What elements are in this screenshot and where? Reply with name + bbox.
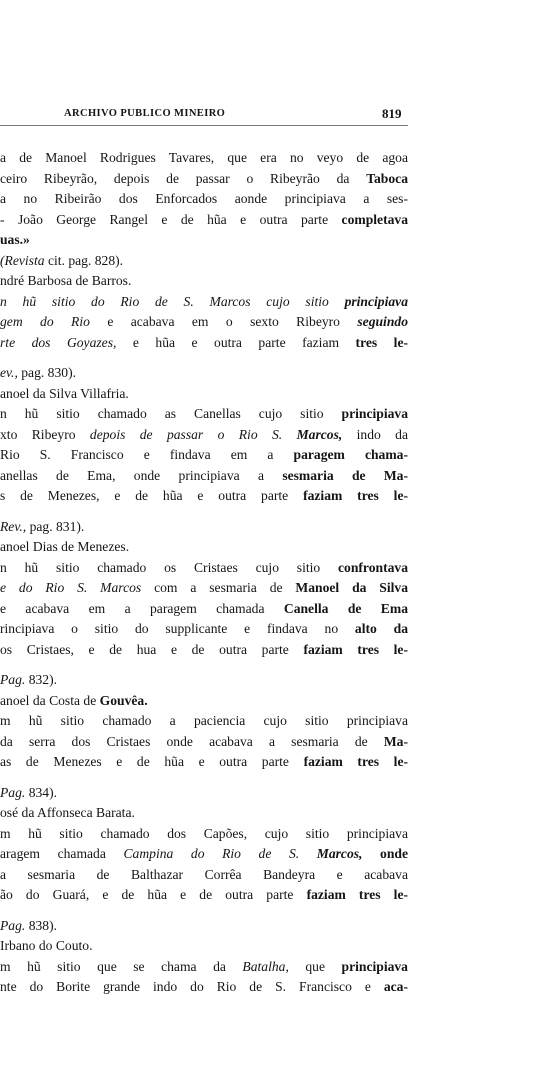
- text-segment: ceiro Ribeyrão, depois de passar o Ribeyrão da: [0, 170, 367, 186]
- text-segment: 832).: [25, 672, 58, 687]
- text-line: [0, 404, 408, 425]
- paragraph-gap: [0, 353, 408, 363]
- body-text: [0, 148, 408, 998]
- text-segment: principiava: [341, 406, 408, 421]
- text-segment: xto Ribeyro: [0, 426, 90, 442]
- text-line: [0, 189, 408, 210]
- text-segment: pag. 830).: [17, 365, 76, 380]
- text-line: [0, 384, 408, 405]
- text-line: [0, 711, 408, 732]
- text-segment: - João George Rangel e de hũa e outra parte: [0, 211, 342, 227]
- text-segment: (Revista: [0, 252, 45, 268]
- text-segment: anoel Dias de Menezes.: [0, 539, 130, 554]
- text-segment: n hũ sitio do Rio de S. Marcos cujo sitio: [0, 293, 345, 309]
- text-segment: aca-: [383, 979, 408, 994]
- text-line: [0, 732, 408, 753]
- text-segment: cit. pag. 828).: [44, 252, 124, 268]
- text-line: [0, 333, 408, 354]
- text-segment: completava: [341, 211, 408, 227]
- text-segment: indo da: [342, 426, 408, 442]
- text-line: [0, 271, 408, 292]
- text-line: [0, 425, 408, 446]
- text-line: [0, 558, 408, 579]
- text-segment: faziam tres le-: [303, 754, 408, 769]
- text-segment: e acabava em a paragem chamada: [0, 600, 284, 616]
- text-segment: faziam tres le-: [303, 488, 408, 503]
- text-line: [0, 537, 408, 558]
- paragraph-gap: [0, 660, 408, 670]
- text-segment: Pag.: [0, 784, 26, 800]
- text-segment: Rev.,: [0, 518, 27, 534]
- text-line: [0, 517, 408, 538]
- text-segment: Gouvêa.: [99, 692, 148, 708]
- text-segment: Pag.: [0, 917, 26, 933]
- text-segment: Campina do Rio de S.: [123, 846, 317, 861]
- text-segment: faziam tres le-: [306, 887, 408, 902]
- text-segment: e hũa e outra parte faziam: [116, 334, 356, 350]
- text-segment: pag. 831).: [26, 518, 85, 534]
- text-segment: m hũ sitio chamado dos Capões, cujo sitio principiava: [0, 825, 408, 841]
- text-line: [0, 752, 408, 773]
- text-segment: Manoel da Silva: [295, 580, 408, 595]
- text-segment: m hũ sitio chamado a paciencia cujo sitio principiava: [0, 713, 408, 728]
- text-segment: Irbano do Couto.: [0, 938, 93, 953]
- text-segment: Pag.: [0, 672, 26, 687]
- text-segment: e acabava em o sexto Ribeyro: [89, 314, 358, 329]
- text-segment: que: [288, 958, 342, 974]
- text-segment: 838).: [25, 917, 58, 933]
- text-segment: rte dos Goyazes,: [0, 334, 117, 350]
- text-segment: faziam tres le-: [303, 641, 408, 657]
- text-line: [0, 445, 408, 466]
- text-line: [0, 977, 408, 998]
- text-segment: a de Manoel Rodrigues Tavares, que era no veyo de agoa: [0, 150, 408, 165]
- text-line: [0, 292, 408, 313]
- header-rule: [0, 125, 408, 126]
- text-segment: n hũ sitio chamado as Canellas cujo sitio: [0, 406, 342, 421]
- text-line: [0, 230, 408, 251]
- text-segment: as de Menezes e de hũa e outra parte: [0, 754, 304, 769]
- text-line: [0, 312, 408, 333]
- text-line: [0, 599, 408, 620]
- text-line: [0, 865, 408, 886]
- text-segment: Marcos,: [296, 426, 343, 442]
- text-line: [0, 619, 408, 640]
- text-line: [0, 916, 408, 937]
- text-line: [0, 148, 408, 169]
- text-segment: onde: [362, 846, 408, 861]
- text-line: [0, 210, 408, 231]
- text-segment: ão do Guará, e de hũa e de outra parte: [0, 887, 307, 902]
- text-segment: confrontava: [338, 559, 408, 575]
- text-line: [0, 844, 408, 865]
- text-segment: Batalha,: [242, 958, 289, 974]
- text-segment: da serra dos Cristaes onde acabava a sesmaria de: [0, 733, 384, 749]
- text-segment: gem do Rio: [0, 314, 90, 329]
- text-segment: Rio S. Francisco e findava em a: [0, 447, 294, 462]
- text-line: [0, 670, 408, 691]
- text-segment: paragem chama-: [293, 447, 408, 462]
- text-segment: a no Ribeirão dos Enforcados aonde principiava a ses-: [0, 191, 408, 206]
- text-line: [0, 936, 408, 957]
- text-segment: principiava: [341, 958, 408, 974]
- text-line: [0, 466, 408, 487]
- text-line: [0, 578, 408, 599]
- text-segment: principiava: [344, 293, 408, 309]
- text-segment: Marcos,: [316, 846, 363, 861]
- paragraph-gap: [0, 507, 408, 517]
- text-line: [0, 783, 408, 804]
- text-segment: nte do Borite grande indo do Rio de S. Francisco e: [0, 979, 384, 994]
- text-segment: m hũ sitio que se chama da: [0, 958, 243, 974]
- text-segment: anoel da Costa de: [0, 692, 100, 708]
- text-segment: alto da: [354, 621, 408, 636]
- paragraph-gap: [0, 773, 408, 783]
- text-segment: com a sesmaria de: [141, 580, 296, 595]
- text-segment: n hũ sitio chamado os Cristaes cujo sitio: [0, 559, 339, 575]
- text-segment: »: [23, 232, 30, 247]
- paragraph-gap: [0, 906, 408, 916]
- text-line: [0, 169, 408, 190]
- text-segment: ev.,: [0, 365, 18, 380]
- text-segment: a sesmaria de Balthazar Corrêa Bandeyra e acabava: [0, 866, 408, 882]
- text-line: [0, 803, 408, 824]
- text-segment: ndré Barbosa de Barros.: [0, 273, 132, 288]
- text-segment: rincipiava o sitio do supplicante e findava no: [0, 621, 355, 636]
- text-segment: depois de passar o Rio S.: [89, 426, 297, 442]
- text-line: [0, 824, 408, 845]
- text-line: [0, 363, 408, 384]
- text-segment: s de Menezes, e de hũa e outra parte: [0, 488, 304, 503]
- text-segment: uas.: [0, 232, 24, 247]
- text-segment: e do Rio S. Marcos: [0, 580, 142, 595]
- text-segment: sesmaria de Ma-: [282, 467, 408, 483]
- text-segment: Taboca: [366, 170, 408, 186]
- text-segment: anellas de Ema, onde principiava a: [0, 467, 283, 483]
- page-number: 819: [382, 106, 402, 121]
- text-line: [0, 640, 408, 661]
- header-title: ARCHIVO PUBLICO MINEIRO: [64, 108, 226, 119]
- text-line: [0, 885, 408, 906]
- text-segment: Canella de Ema: [283, 600, 408, 616]
- text-segment: 834).: [25, 784, 58, 800]
- text-segment: Ma-: [383, 733, 408, 749]
- text-segment: anoel da Silva Villafria.: [0, 385, 129, 401]
- text-line: [0, 251, 408, 272]
- text-segment: osé da Affonseca Barata.: [0, 805, 135, 820]
- text-line: [0, 691, 408, 712]
- text-segment: aragem chamada: [0, 846, 124, 861]
- text-segment: tres le-: [355, 334, 408, 350]
- text-segment: os Cristaes, e de hua e de outra parte: [0, 641, 304, 657]
- text-line: [0, 957, 408, 978]
- text-line: [0, 486, 408, 507]
- text-segment: seguindo: [357, 314, 408, 329]
